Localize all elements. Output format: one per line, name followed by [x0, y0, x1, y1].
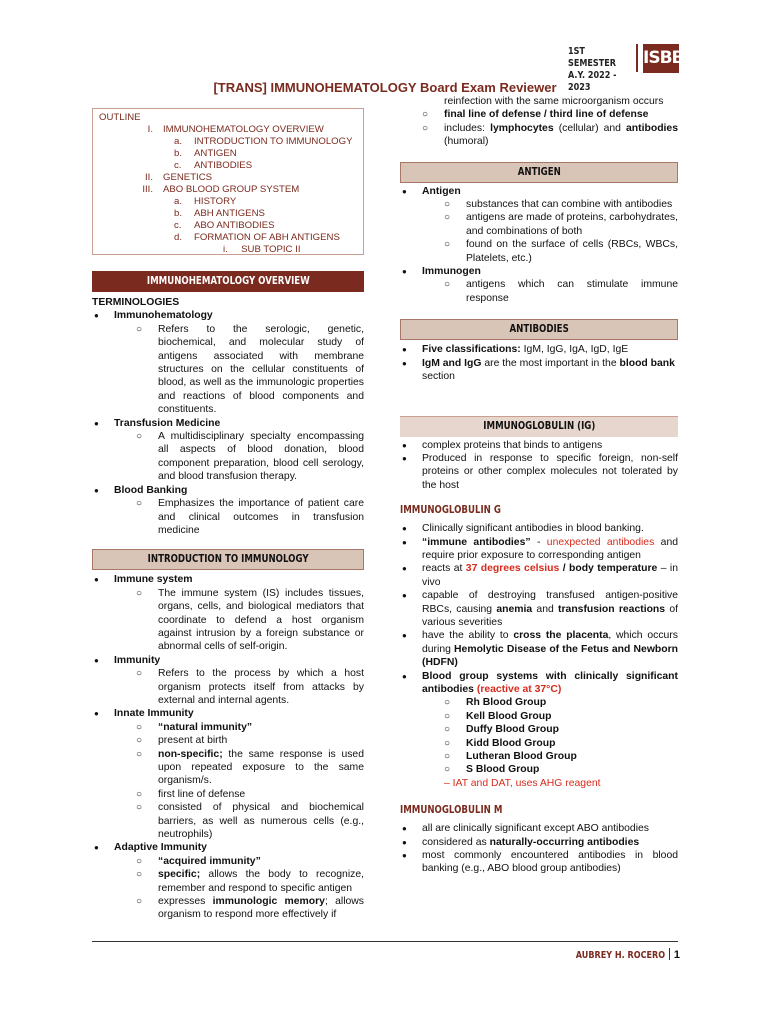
academic-year-text: A.Y. 2022 - 2023: [568, 70, 617, 93]
list-item: ● Immune system ○ The immune system (IS) includes tissues, organs, cells, and biological mediators that coordinate to defend a host organism against intrusion by a foreign substance or abnormal cells of self-origin.: [92, 573, 364, 653]
isbb-logo: ISBB: [643, 44, 679, 73]
outline-subitem[interactable]: a. HISTORY: [174, 196, 237, 207]
outline-item[interactable]: II. GENETICS: [145, 172, 213, 183]
list-item: ● IgM and IgG are the most important in the blood bank section: [400, 357, 678, 384]
header-divider: [636, 44, 638, 72]
igm-list: [400, 822, 678, 876]
terminology-list: [92, 309, 364, 537]
list-item: ○ expresses immunologic memory; allows organism to respond more effectively if: [136, 895, 364, 922]
outline-subitem[interactable]: d. FORMATION OF ABH ANTIGENS: [174, 232, 340, 243]
list-item: ● have the ability to cross the placenta, which occurs during Hemolytic Disease of the Fetus and Newborn (HDFN): [400, 629, 678, 669]
list-item: ○ first line of defense: [136, 788, 364, 801]
igg-list: [400, 522, 678, 790]
list-item: ○ consisted of physical and biochemical barriers, as well as numerous cells (e.g., neutrophils): [136, 801, 364, 841]
footer: [420, 948, 680, 962]
document-title: [TRANS] IMMUNOHEMATOLOGY Board Exam Reviewer: [213, 80, 557, 95]
author-name: AUBREY H. ROCERO: [575, 950, 665, 961]
list-item: ○ A multidisciplinary specialty encompassing all aspects of blood donation, blood component preparation, blood cell serology, and blood transfusion therapy.: [136, 430, 364, 484]
list-item: ○ Refers to the process by which a host organism protects itself from attacks by external and internal agents.: [136, 667, 364, 707]
left-column: [92, 108, 364, 922]
list-item: reinfection with the same microorganism occurs: [444, 96, 664, 107]
footer-rule: [92, 941, 678, 942]
subheading-igg: IMMUNOGLOBULIN G: [400, 504, 501, 517]
antigen-list: [400, 185, 678, 306]
right-column: [400, 95, 678, 876]
list-item: ○ found on the surface of cells (RBCs, WBCs, Platelets, etc.): [444, 238, 678, 265]
list-item: ● Antigen ○ substances that can combine with antibodies ○ antigens are made of proteins, carbohydrates, and combinations of both ○ found on the surface of cells (RBCs, WBCs, Platelets, etc.): [400, 185, 678, 265]
antibodies-list: [400, 343, 678, 383]
list-item: ○ Emphasizes the importance of patient care and clinical outcomes in transfusion medicine: [136, 497, 364, 537]
list-item: ○ Kidd Blood Group: [444, 737, 678, 750]
iat-note: – IAT and DAT, uses AHG reagent: [444, 777, 601, 789]
list-item: ● “immune antibodies” - unexpected antibodies and require prior exposure to corresponding antigen: [400, 536, 678, 563]
list-item: ○ present at birth: [136, 734, 364, 747]
outline-subitem[interactable]: c. ANTIBODIES: [174, 160, 253, 171]
list-item: ○ non-specific; the same response is used upon repeated exposure to the same organism/s.: [136, 748, 364, 788]
list-item: ● Immunity ○ Refers to the process by which a host organism protects itself from attacks by external and internal agents.: [92, 654, 364, 708]
semester-text: 1ST SEMESTER: [568, 46, 616, 69]
adaptive-continued-list: [400, 95, 678, 149]
outline-subitem[interactable]: a. INTRODUCTION TO IMMUNOLOGY: [174, 136, 353, 147]
list-item: ● Five classifications: IgM, IgG, IgA, IgD, IgE: [400, 343, 678, 356]
outline-item[interactable]: III. ABO BLOOD GROUP SYSTEM: [142, 184, 300, 195]
list-item: ● Adaptive Immunity ○ “acquired immunity” ○ specific; allows the body to recognize, remember and respond to specific antigen ○ expresses immunologic memory; allows organism to respond more effectively if: [92, 841, 364, 921]
section-header-antigen: ANTIGEN: [400, 162, 678, 183]
section-header-antibodies: ANTIBODIES: [400, 319, 678, 340]
list-item: ○ antigens which can stimulate immune response: [444, 278, 678, 305]
list-item: ○ Refers to the serologic, genetic, biochemical, and molecular study of antigens associated with membrane structures on the cellular constituents of blood, as well as the immunologic properties and reactions of blood components and constituents.: [136, 323, 364, 417]
list-item: ● Blood group systems with clinically significant antibodies (reactive at 37°C) ○ Rh Blood Group ○ Kell Blood Group ○ Duffy Blood Group ○ Kidd Blood Group ○ Lutheran Blood Group ○ S Blood Group – IAT and DAT, uses AHG reagent: [400, 670, 678, 791]
list-item: ● complex proteins that binds to antigens: [400, 439, 678, 452]
outline-subitem[interactable]: c. ABO ANTIBODIES: [174, 220, 275, 231]
ig-list: [400, 439, 678, 493]
terminologies-heading: TERMINOLOGIES: [92, 297, 180, 308]
list-item: ● capable of destroying transfused antigen-positive RBCs, causing anemia and transfusion reactions of various severities: [400, 589, 678, 629]
list-item: ○ antigens are made of proteins, carbohydrates, and combinations of both: [444, 211, 678, 238]
outline-subitem[interactable]: b. ABH ANTIGENS: [174, 208, 265, 219]
outline-subitem[interactable]: b. ANTIGEN: [174, 148, 237, 159]
section-header-overview: IMMUNOHEMATOLOGY OVERVIEW: [92, 271, 364, 292]
list-item: ○ final line of defense / third line of defense: [422, 108, 678, 121]
immunology-list: [92, 573, 364, 922]
outline-item[interactable]: I. IMMUNOHEMATOLOGY OVERVIEW: [147, 124, 324, 135]
subheading-igm: IMMUNOGLOBULIN M: [400, 804, 503, 817]
list-item: ● Blood Banking ○ Emphasizes the importance of patient care and clinical outcomes in transfusion medicine: [92, 484, 364, 538]
list-item: ○ Kell Blood Group: [444, 710, 678, 723]
list-item: ○ The immune system (IS) includes tissues, organs, cells, and biological mediators that coordinate to defend a host organism against intrusion by a foreign substance or abnormal cells of self-origin.: [136, 587, 364, 654]
list-item: ● Clinically significant antibodies in blood banking.: [400, 522, 678, 535]
list-item: ○ “natural immunity”: [136, 721, 364, 734]
page-number: 1: [673, 949, 680, 961]
list-item: ● Produced in response to specific foreign, non-self proteins or other complex molecules not tolerated by the host: [400, 452, 678, 492]
outline-label: OUTLINE: [99, 112, 141, 123]
outline-subsubitem[interactable]: i. SUB TOPIC II: [223, 244, 301, 255]
list-item: ○ Duffy Blood Group: [444, 723, 678, 736]
list-item: ○ S Blood Group: [444, 763, 678, 776]
list-item: ○ “acquired immunity”: [136, 855, 364, 868]
list-item: ● Transfusion Medicine ○ A multidisciplinary specialty encompassing all aspects of blood donation, blood component preparation, blood cell serology, and blood transfusion therapy.: [92, 417, 364, 484]
list-item: ● most commonly encountered antibodies in blood banking (e.g., ABO blood group antibodies): [400, 849, 678, 876]
footer-divider: [669, 948, 670, 960]
outline-box: [92, 108, 364, 255]
list-item: ● Immunohematology ○ Refers to the serologic, genetic, biochemical, and molecular study of antigens associated with membrane structures on the cellular constituents of blood, as well as the immunologic properties and reactions of blood components and constituents.: [92, 309, 364, 416]
list-item: ● all are clinically significant except ABO antibodies: [400, 822, 678, 835]
section-header-ig: IMMUNOGLOBULIN (IG): [400, 416, 678, 437]
list-item: ● Innate Immunity ○ “natural immunity” ○ present at birth ○ non-specific; the same response is used upon repeated exposure to the same organism/s. ○ first line of defense ○ consisted of physical and biochemical barriers, as well as numerous cells (e.g., neutrophils): [92, 707, 364, 841]
list-item: ○ substances that can combine with antibodies: [444, 198, 678, 211]
list-item: ○ includes: lymphocytes (cellular) and antibodies (humoral): [422, 122, 678, 149]
list-item: ○ Lutheran Blood Group: [444, 750, 678, 763]
list-item: ○ specific; allows the body to recognize, remember and respond to specific antigen: [136, 868, 364, 895]
list-item: ○ Rh Blood Group: [444, 696, 678, 709]
list-item: ● considered as naturally-occurring antibodies: [400, 836, 678, 849]
section-header-intro: INTRODUCTION TO IMMUNOLOGY: [92, 549, 364, 570]
list-item: ● reacts at 37 degrees celsius / body temperature – in vivo: [400, 562, 678, 589]
list-item: ● Immunogen ○ antigens which can stimulate immune response: [400, 265, 678, 305]
